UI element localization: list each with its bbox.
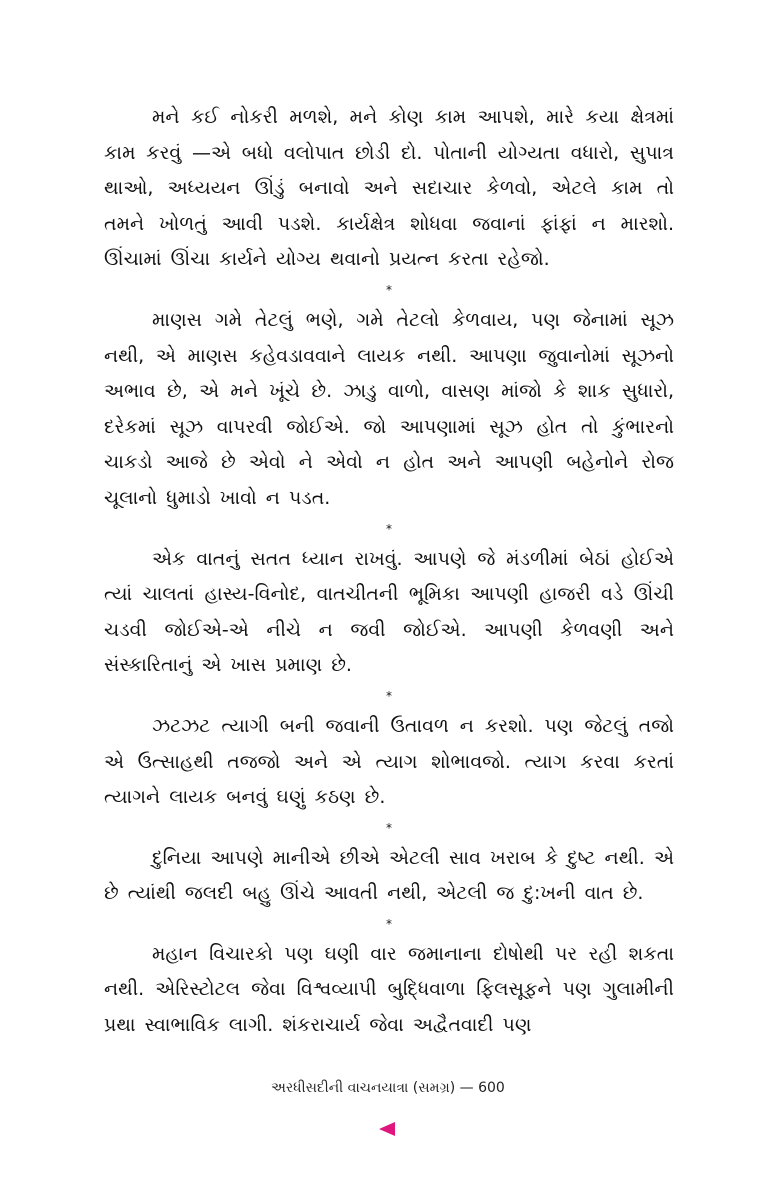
page-body — [104, 100, 674, 1044]
separator-star: * — [386, 916, 392, 931]
paragraph-3: એક વાતનું સતત ધ્યાન રાખવું. આપણે જે મંડળીમાં બેઠાં હોઈએ ત્યાં ચાલતાં હાસ્ય-વિનોદ, વાતચીતની ભૂમિકા આપણી હાજરી વડે ઊંચી ચડવી જોઈએ-એ નીચે ન જવી જોઈએ. આપણી કેળવણી અને સંસ્કારિતાનું એ ખાસ પ્રમાણ છે. — [104, 547, 674, 677]
page-footer — [0, 1080, 776, 1096]
separator-star: * — [386, 282, 392, 297]
separator-star: * — [386, 688, 392, 703]
footer-dash: — — [459, 1080, 474, 1096]
separator-star: * — [386, 820, 392, 835]
paragraph-4: ઝટઝટ ત્યાગી બની જવાની ઉતાવળ ન કરશો. પણ જેટલું તજો એ ઉત્સાહથી તજજો અને એ ત્યાગ શોભાવજો. ત્યાગ કરવા કરતાં ત્યાગને લાયક બનવું ઘણું કઠણ છે. — [104, 714, 674, 809]
paragraph-1: મને કઈ નોકરી મળશે, મને કોણ કામ આપશે, મારે કયા ક્ષેત્રમાં કામ કરવું —એ બધો વલોપાત છોડી દો. પોતાની યોગ્યતા વધારો, સુપાત્ર થાઓ, અધ્યયન ઊંડું બનાવો અને સદાચાર કેળવો, એટલે કામ તો તમને ખોળતું આવી પડશે. કાર્યક્ષેત્ર શોધવા જવાનાં ફાંફાં ન મારશો. ઊંચામાં ઊંચા કાર્યને યોગ્ય થવાનો પ્રયત્ન કરતા રહેજો. — [104, 106, 674, 271]
previous-page-icon[interactable] — [379, 1122, 395, 1136]
page-number: 600 — [478, 1080, 505, 1096]
paragraph-5: દુનિયા આપણે માનીએ છીએ એટલી સાવ ખરાબ કે દુષ્ટ નથી. એ છે ત્યાંથી જલદી બહુ ઊંચે આવતી નથી, એટલી જ દુ:ખની વાત છે. — [104, 846, 674, 905]
book-title: અરધીસદીની વાચનયાત્રા (સમગ્ર) — [271, 1080, 456, 1096]
separator-star: * — [386, 521, 392, 536]
paragraph-6: મહાન વિચારકો પણ ઘણી વાર જમાનાના દોષોથી પર રહી શકતા નથી. એરિસ્ટોટલ જેવા વિશ્વવ્યાપી બુદ્ધિવાળા ફિલસૂફને પણ ગુલામીની પ્રથા સ્વાભાવિક લાગી. શંકરાચાર્ય જેવા અદ્વૈતવાદી પણ — [104, 942, 674, 1037]
paragraph-2: માણસ ગમે તેટલું ભણે, ગમે તેટલો કેળવાય, પણ જેનામાં સૂઝ નથી, એ માણસ કહેવડાવવાને લાયક નથી. આપણા જુવાનોમાં સૂઝનો અભાવ છે, એ મને ખૂંચે છે. ઝાડુ વાળો, વાસણ માંજો કે શાક સુધારો, દરેકમાં સૂઝ વાપરવી જોઈએ. જો આપણામાં સૂઝ હોત તો કુંભારનો ચાકડો આજે છે એવો ને એવો ન હોત અને આપણી બહેનોને રોજ ચૂલાનો ધુમાડો ખાવો ન પડત. — [104, 308, 674, 509]
